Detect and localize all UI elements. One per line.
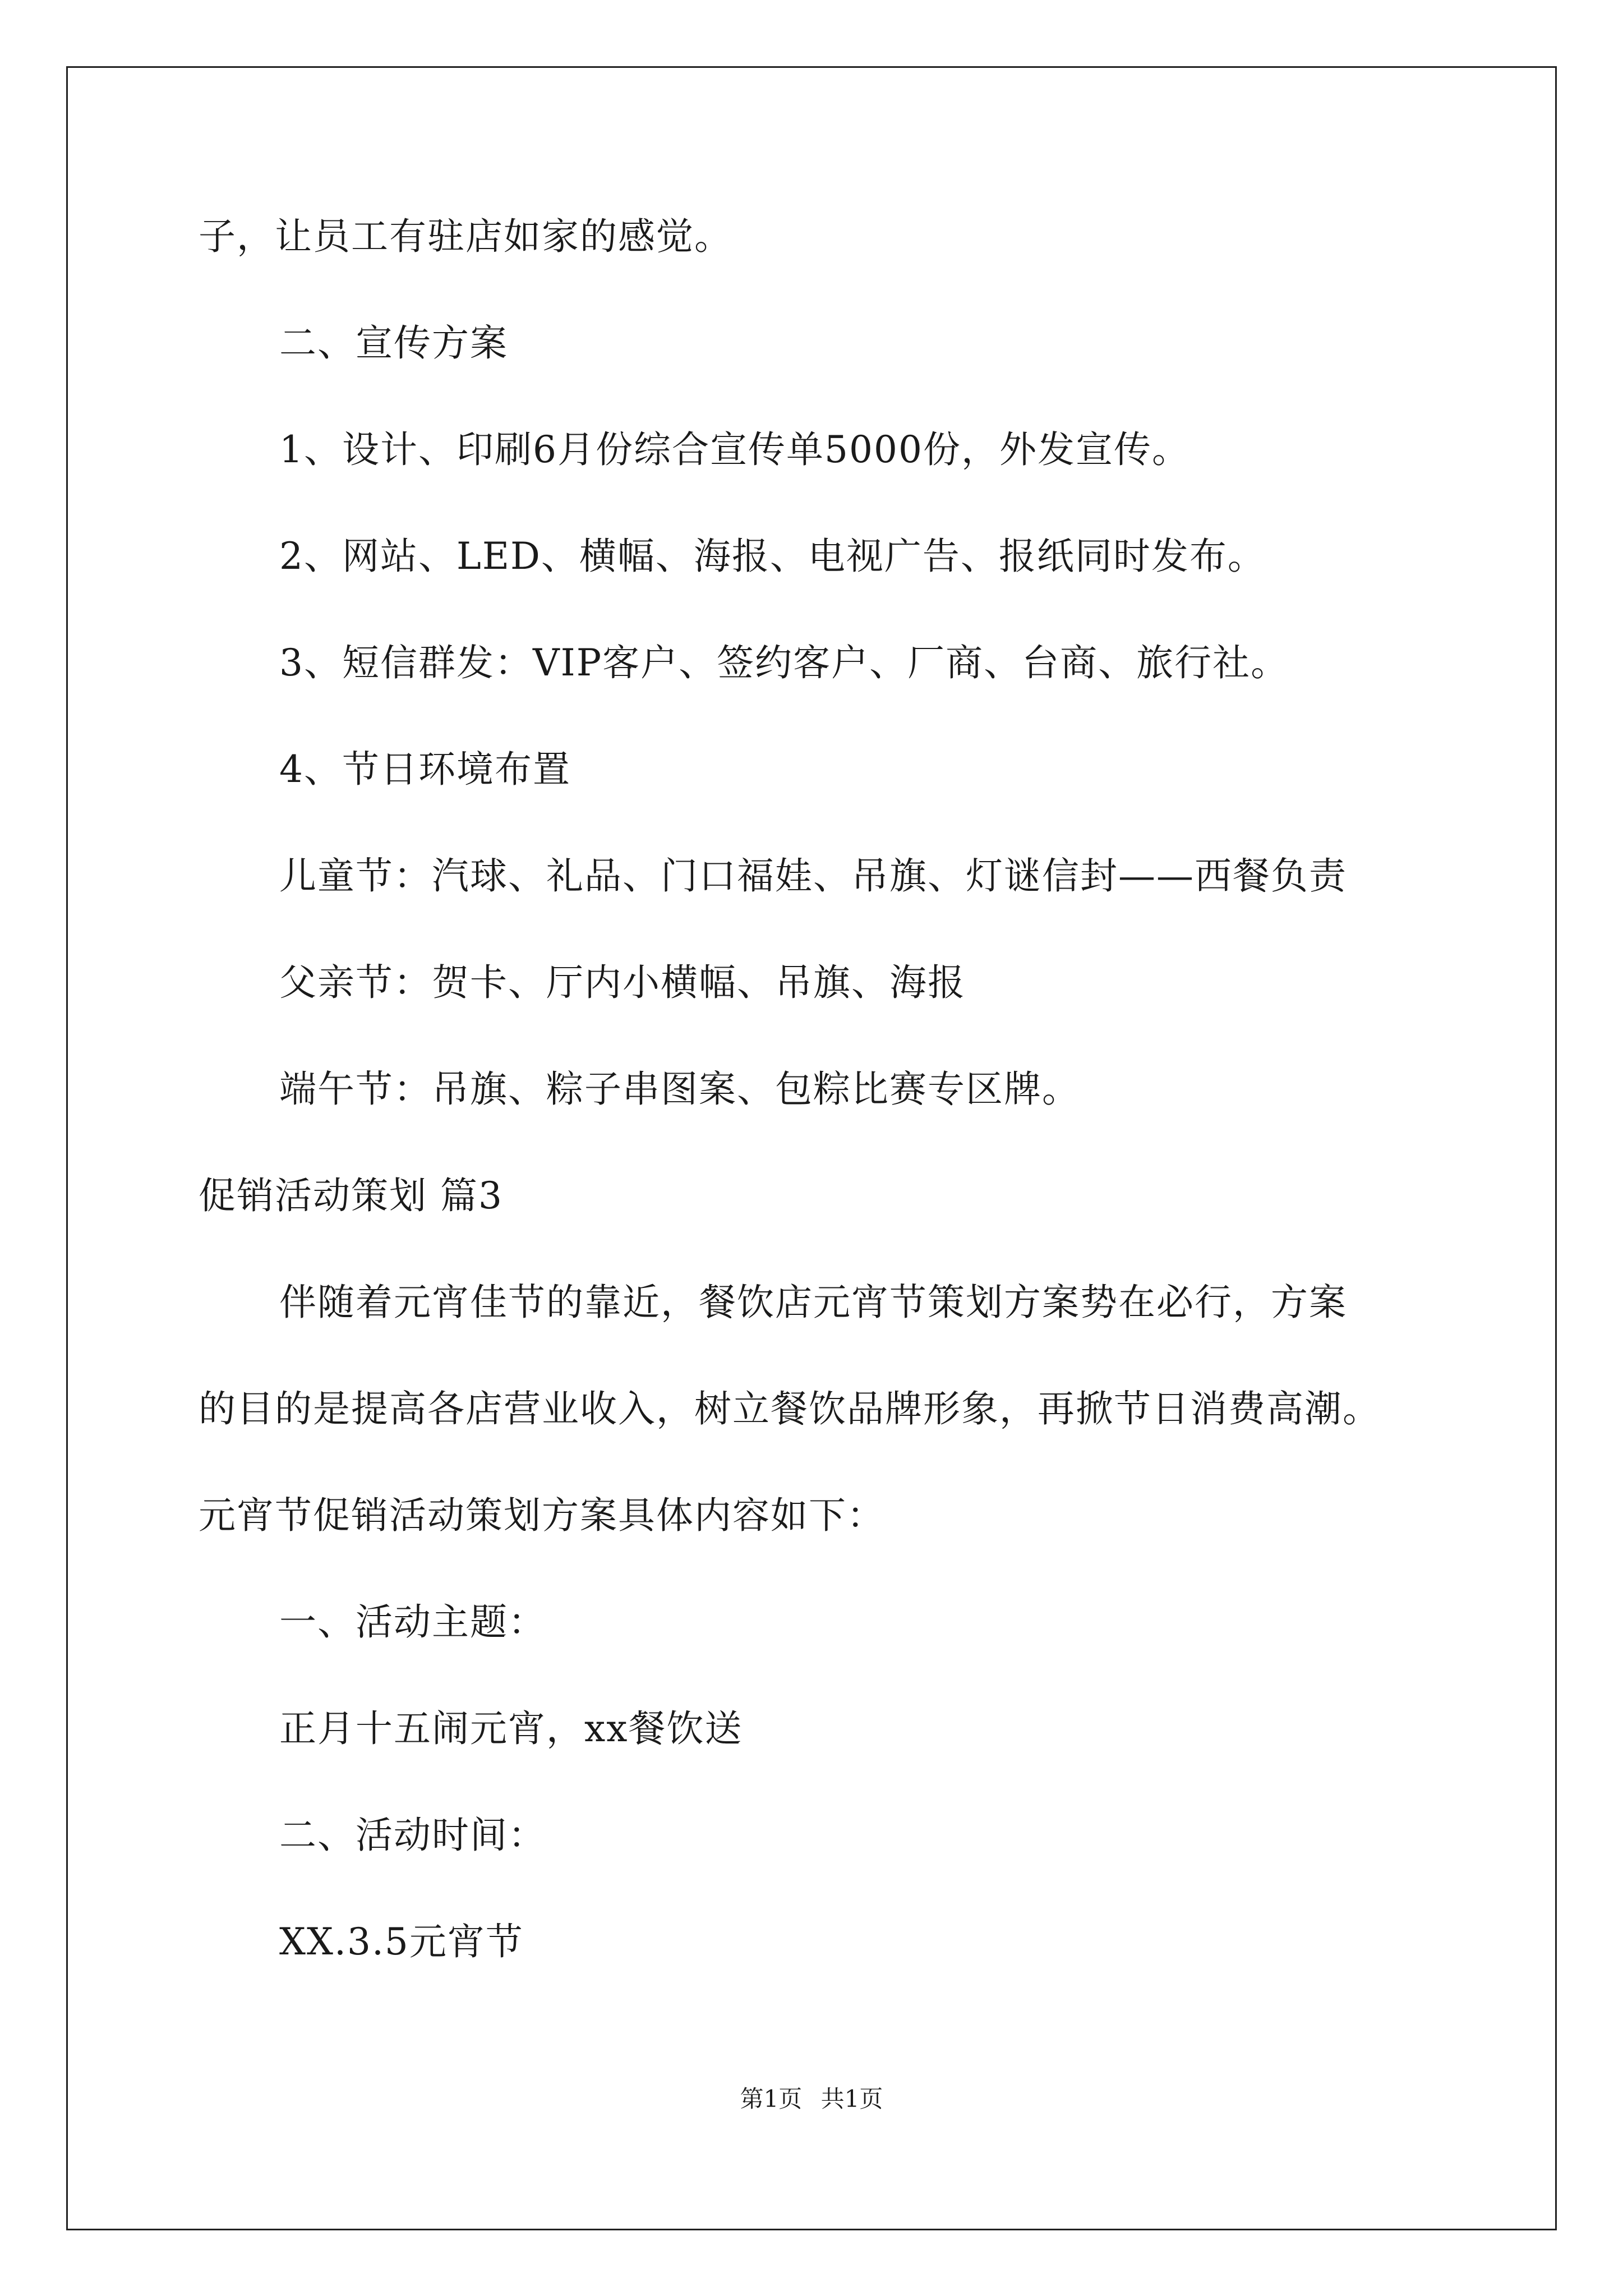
- body-line: 伴随着元宵佳节的靠近，餐饮店元宵节策划方案势在必行，方案: [279, 1281, 1347, 1324]
- list-item: 4、节日环境布置: [279, 748, 571, 791]
- section-heading: 一、活动主题：: [279, 1600, 546, 1644]
- body-line: 元宵节促销活动策划方案具体内容如下：: [199, 1494, 885, 1537]
- page-number-total: 共1页: [820, 2085, 883, 2113]
- list-item: 2、网站、LED、横幅、海报、电视广告、报纸同时发布。: [279, 535, 1266, 578]
- page-number-current: 第1页: [740, 2085, 803, 2113]
- list-item: 3、短信群发：VIP客户、签约客户、厂商、台商、旅行社。: [279, 641, 1289, 684]
- body-line: XX.3.5元宵节: [279, 1920, 524, 1963]
- list-item: 1、设计、印刷6月份综合宣传单5000份，外发宣传。: [279, 428, 1190, 471]
- body-line: 父亲节：贺卡、厅内小横幅、吊旗、海报: [279, 961, 966, 1004]
- article-title: 促销活动策划 篇3: [199, 1174, 503, 1217]
- page-border: [66, 66, 1557, 2230]
- body-line: 正月十五闹元宵，xx餐饮送: [279, 1707, 743, 1750]
- section-heading: 二、活动时间：: [279, 1814, 546, 1857]
- section-heading: 二、宣传方案: [279, 321, 508, 365]
- body-line: 的目的是提高各店营业收入，树立餐饮品牌形象，再掀节日消费高潮。: [199, 1387, 1381, 1430]
- page-footer: [0, 2082, 1623, 2116]
- body-line: 儿童节：汽球、礼品、门口福娃、吊旗、灯谜信封——西餐负责: [279, 854, 1347, 898]
- body-line: 子，让员工有驻店如家的感觉。: [199, 215, 732, 258]
- body-line: 端午节：吊旗、粽子串图案、包粽比赛专区牌。: [279, 1068, 1080, 1111]
